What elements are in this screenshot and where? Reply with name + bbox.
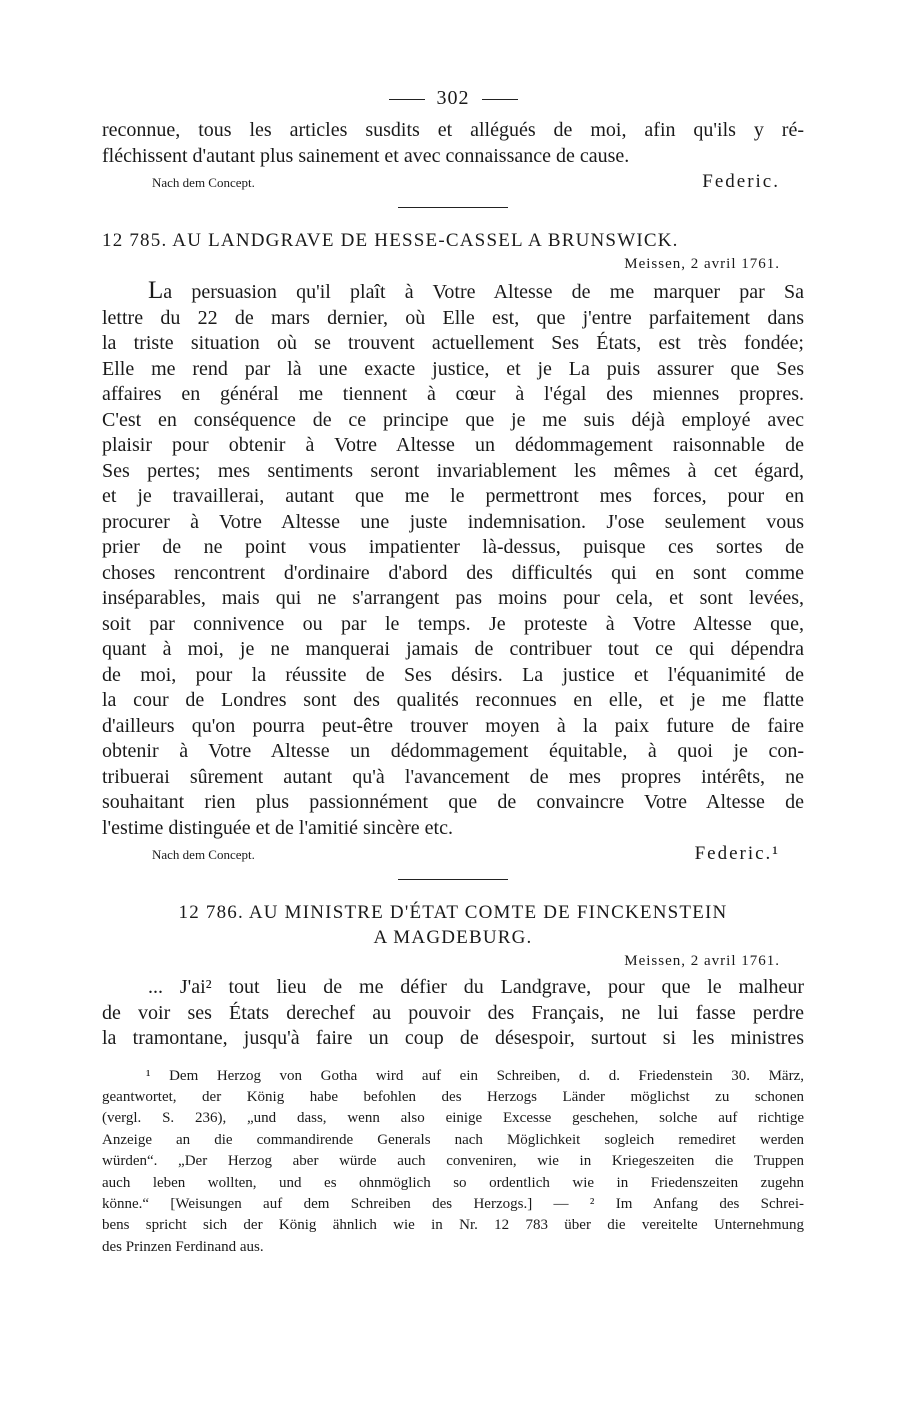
initial-letter: L [148,277,164,304]
signature: Federic.¹ [694,843,780,864]
page-number-row [102,86,804,110]
source-note: Nach dem Concept. [152,847,255,862]
footnote-line: bens spricht sich der König ähnlich wie in Nr. 12 783 über die vereitelte Unternehmung [102,1217,804,1234]
text-line: obtenir à Votre Altesse un dédommagement équitable, à quoi je con- [102,740,804,762]
signature: Federic. [702,171,780,192]
footnote-line: ¹ Dem Herzog von Gotha wird auf ein Schreiben, d. d. Friedenstein 30. März, [146,1067,804,1084]
footnote-line: könne.“ [Weisungen auf dem Schreiben des Herzogs.] — ² Im Anfang des Schrei- [102,1195,804,1212]
text-line: de moi, pour la réussite de Ses désirs. La justice et l'équanimité de [102,663,804,686]
footnote-line: Anzeige an die commandirende Generals nach Möglichkeit sogleich remediret werden [102,1131,804,1148]
text-line: inséparables, mais qui ne s'arrangent pas moins pour cela, et sont levées, [102,587,804,609]
text-line: Ses pertes; mes sentiments seront invariablement les mêmes à cet égard, [102,459,804,482]
text-line: choses rencontrent d'ordinaire d'abord des difficultés qui en sont comme [102,561,804,584]
text-line: C'est en conséquence de ce principe que je me suis déjà employé avec [102,408,804,431]
text-line: fléchissent d'autant plus sainement et avec connaissance de cause. [102,144,630,167]
letter-body [102,278,804,841]
text-line: ... J'ai² tout lieu de me défier du Landgrave, pour que le malheur [148,976,804,998]
text-line: d'ailleurs qu'on pourra peut-être trouver moyen à la paix future de faire [102,714,804,737]
footnote-line: (vergl. S. 236), „und dass, wenn also einige Excesse geschehen, solche auf richtige [102,1110,804,1127]
text-line: affaires en général me tiennent à cœur à l'égal des miennes propres. [102,383,804,405]
page [102,86,804,1258]
section-divider [398,879,508,880]
text-line: tribuerai sûrement autant qu'à l'avancement de mes propres intérêts, ne [102,765,804,788]
text-line: procurer à Votre Altesse une juste indemnisation. J'ose seulement vous [102,510,804,533]
text-line [102,278,804,306]
footnote-line: geantwortet, der König habe befohlen des Herzogs Länder möglichst zu schonen [102,1088,804,1105]
footnotes [102,1066,804,1259]
signature-row [102,171,804,193]
text-line: souhaitant rien plus passionnément que de convaincre Votre Altesse de [102,791,804,813]
text-line: quant à moi, je ne manquerai jamais de contribuer tout ce qui dépendra [102,638,804,660]
text-line-rest: a persuasion qu'il plaît à Votre Altesse de me marquer par Sa [163,281,804,303]
letter-body [102,975,804,1052]
text-line: plaisir pour obtenir à Votre Altesse un dédommagement raisonnable de [102,434,804,456]
dateline: Meissen, 2 avril 1761. [624,256,780,272]
text-line: et je travaillerai, autant que me le permettront mes forces, pour en [102,485,804,507]
footnote-line: würden“. „Der Herzog aber würde auch conveniren, wie in Kriegeszeiten die Truppen [102,1153,804,1170]
continuation-text [102,118,804,169]
signature-row [102,843,804,865]
text-line: la tramontane, jusqu'à faire un coup de désespoir, surtout si les ministres [102,1027,804,1049]
text-line: la triste situation où se trouvent actuellement Ses États, est très fondée; [102,332,804,354]
page-number: 302 [436,87,470,109]
section-divider [398,207,508,208]
text-line: prier de ne point vous impatienter là-dessus, puisque ces sortes de [102,536,804,558]
divider [389,99,425,100]
text-line: lettre du 22 de mars dernier, où Elle est, que j'entre parfaitement dans [102,306,804,329]
text-line: de voir ses États derechef au pouvoir des Français, ne lui fasse perdre [102,1001,804,1024]
text-line: la cour de Londres sont des qualités reconnues en elle, et je me flatte [102,689,804,711]
text-line: l'estime distinguée et de l'amitié sincère etc. [102,816,453,839]
footnote-line: auch leben wollten, und es ohnmöglich so ordentlich wie in Friedenszeiten zugehn [102,1174,804,1191]
text-line: soit par connivence ou par le temps. Je proteste à Votre Altesse que, [102,612,804,635]
source-note: Nach dem Concept. [152,175,255,190]
letter-heading: 12 785. AU LANDGRAVE DE HESSE-CASSEL A BRUNSWICK. [102,230,679,251]
letter-heading-line2: A MAGDEBURG. [373,927,533,948]
letter-heading: 12 786. AU MINISTRE D'ÉTAT COMTE DE FINCKENSTEIN [178,902,728,923]
text-line: reconnue, tous les articles susdits et allégués de moi, afin qu'ils y ré- [102,119,804,141]
dateline: Meissen, 2 avril 1761. [624,953,780,969]
text-line: Elle me rend par là une exacte justice, et je La puis assurer que Ses [102,357,804,380]
footnote-line: des Prinzen Ferdinand aus. [102,1238,264,1255]
divider [482,99,518,100]
